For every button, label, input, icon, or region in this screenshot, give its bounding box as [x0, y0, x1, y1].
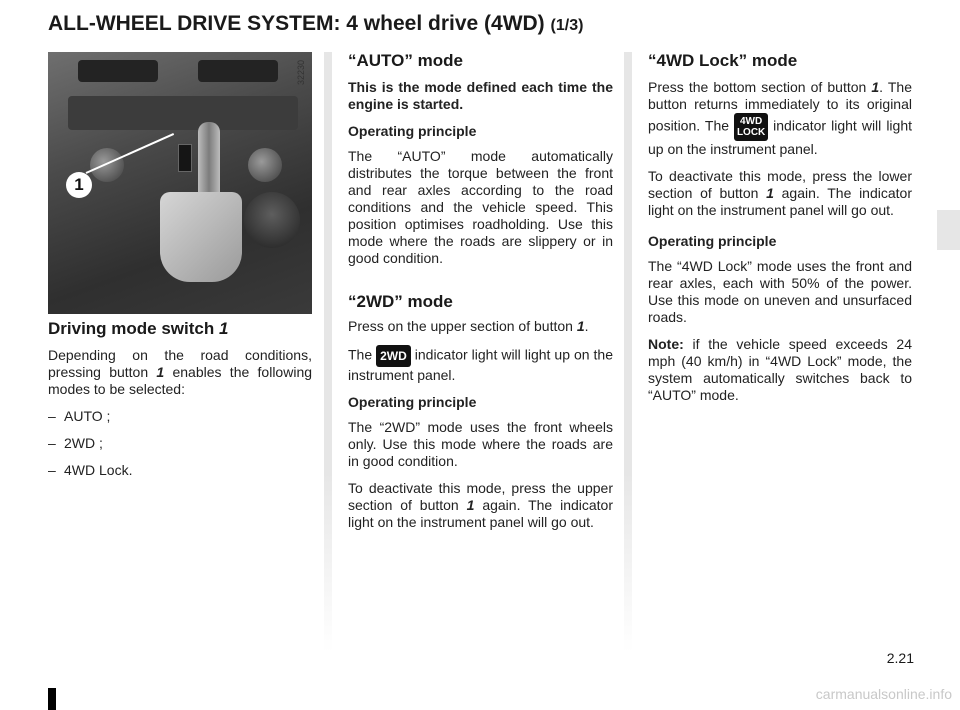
- twowd-press-text: Press on the upper section of button: [348, 318, 573, 334]
- twowd-principle-title: Operating principle: [348, 394, 477, 410]
- twowd-press-paragraph: [348, 318, 613, 335]
- note-paragraph: [648, 336, 912, 404]
- cup-holder: [244, 192, 300, 248]
- lock-press-paragraph: [648, 79, 912, 158]
- auto-mode-title: “AUTO” mode: [348, 51, 463, 70]
- 4wd-lock-indicator-icon: [734, 113, 768, 141]
- lock-press-text-a: Press the bottom section of button: [648, 79, 867, 95]
- lock-principle-text: The “4WD Lock” mode uses the front and rear axles, each with 50% of the power. Use this mode on uneven and unsurfaced roads.: [648, 258, 912, 325]
- twowd-mode-title: “2WD” mode: [348, 292, 453, 311]
- lock-press-text-c: indicator light will light up on the instrument panel.: [648, 117, 913, 157]
- button-ref: 1: [576, 318, 585, 334]
- auto-mode-lead: This is the mode defined each time the engine is started.: [348, 79, 613, 112]
- column-right: [648, 52, 912, 414]
- drive-mode-switch: [178, 144, 192, 172]
- lock-deactivate-paragraph: [648, 168, 912, 219]
- control-knob: [90, 148, 124, 182]
- note-label: Note:: [648, 336, 684, 352]
- section-title-driving-mode: [48, 320, 312, 337]
- note-text: if the vehicle speed exceeds 24 mph (40 km/h) in “4WD Lock” mode, the system automatically switches back to “AUTO” mode.: [648, 336, 912, 403]
- lock-deactivate-text-b: again. The indicator light on the instrument panel will go out.: [648, 185, 912, 218]
- twowd-deactivate-paragraph: [348, 480, 613, 531]
- section-title-text: Driving mode switch: [48, 319, 215, 338]
- lock-deactivate-text-a: To deactivate this mode, press the lower section of button: [648, 168, 912, 201]
- badge-top-text: 4WD: [739, 116, 763, 127]
- twowd-indicator-text-a: The: [348, 346, 373, 363]
- column-middle: [348, 52, 613, 541]
- intro-text-b: enables the following modes to be selected:: [48, 364, 313, 397]
- lock-principle-title: Operating principle: [648, 233, 777, 249]
- center-console-photo: [48, 52, 312, 314]
- 2wd-indicator-icon: 2WD: [376, 345, 411, 367]
- callout-number: 1: [66, 172, 92, 198]
- mode-label: AUTO ;: [64, 408, 111, 424]
- figure-id: 32230: [296, 60, 306, 86]
- mode-label: 4WD Lock.: [64, 462, 133, 478]
- auto-principle-text: The “AUTO” mode automatically distributes the torque between the front and rear axles according to the road conditions and the vehicle speed. This position optimises roadholding. Use this mode where the roads are slippery or in good condition.: [348, 148, 613, 266]
- page-title-text: ALL-WHEEL DRIVE SYSTEM: 4 wheel drive (4WD): [48, 12, 545, 35]
- twowd-indicator-text-b: indicator light will light up on the instrument panel.: [348, 346, 613, 383]
- column-divider: [324, 52, 332, 652]
- section-side-tab: [937, 210, 960, 250]
- mode-label: 2WD ;: [64, 435, 103, 451]
- radio-panel: [68, 96, 298, 130]
- lock-mode-title: “4WD Lock” mode: [648, 51, 798, 70]
- list-item: [48, 408, 312, 425]
- twowd-indicator-paragraph: [348, 345, 613, 384]
- twowd-deactivate-text-a: To deactivate this mode, press the upper section of button: [348, 480, 613, 513]
- page-number: 2.21: [886, 650, 914, 666]
- button-ref: 1: [871, 79, 880, 95]
- auto-principle-title: Operating principle: [348, 123, 477, 139]
- section-title-ref: 1: [218, 319, 229, 338]
- twowd-principle-text: The “2WD” mode uses the front wheels only. Use this mode where the roads are in good condition.: [348, 419, 613, 469]
- list-dash: –: [48, 435, 56, 451]
- air-vent: [78, 60, 158, 82]
- list-item: [48, 462, 312, 479]
- button-ref: 1: [766, 185, 774, 201]
- intro-paragraph: [48, 347, 312, 398]
- column-left: [48, 52, 312, 489]
- watermark: carmanualsonline.info: [815, 686, 952, 702]
- control-knob: [248, 148, 282, 182]
- lock-press-text-b: . The button returns immediately to its original position. The: [648, 79, 912, 134]
- page-part-indicator: (1/3): [550, 17, 584, 34]
- badge-bottom-text: LOCK: [736, 127, 766, 138]
- button-ref: 1: [466, 497, 475, 513]
- page-edge-mark: [48, 688, 56, 710]
- air-vent: [198, 60, 278, 82]
- twowd-deactivate-text-b: again. The indicator light on the instrument panel will go out.: [348, 497, 614, 530]
- twowd-press-end: .: [584, 318, 589, 334]
- list-dash: –: [48, 408, 56, 424]
- modes-list: [48, 408, 312, 479]
- list-item: [48, 435, 312, 452]
- list-dash: –: [48, 462, 56, 478]
- intro-text-a: Depending on the road conditions, pressing button: [48, 347, 312, 380]
- page-title: [48, 12, 583, 36]
- gear-plate: [160, 192, 242, 282]
- column-divider: [624, 52, 632, 652]
- button-ref: 1: [156, 364, 165, 380]
